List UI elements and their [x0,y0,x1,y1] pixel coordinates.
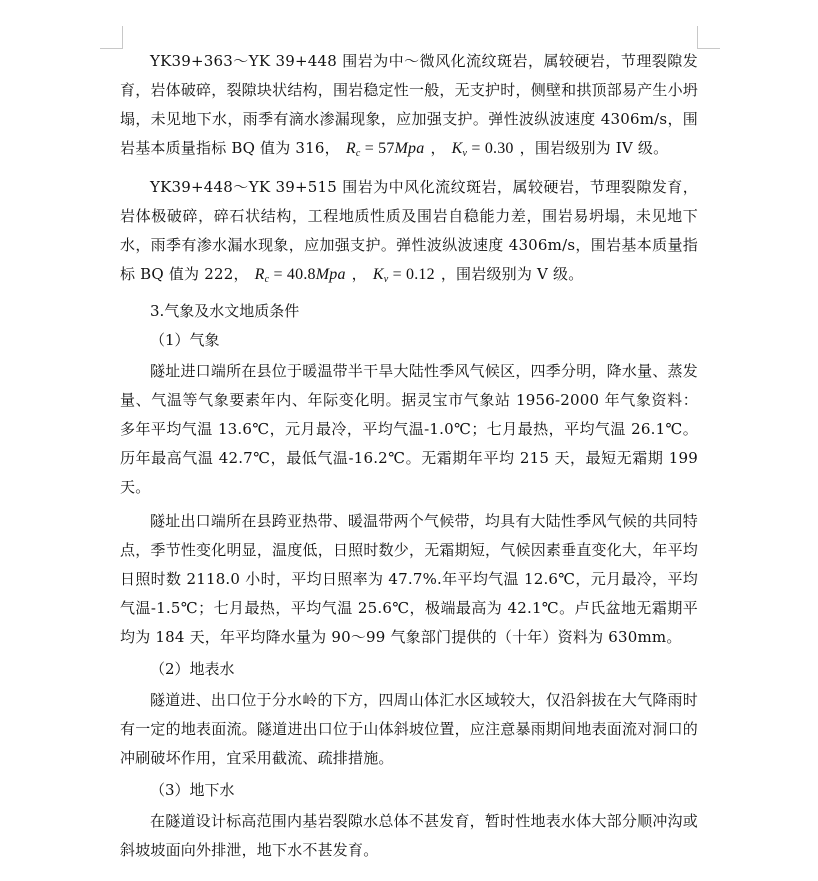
crop-mark-top-right [697,26,720,49]
paragraph-text: ，围岩级别为 V 级。 [440,265,584,283]
document-body [120,47,698,865]
paragraph-text: YK39+448～YK 39+515 围岩为中风化流纹斑岩，属较硬岩，节理裂隙发育，岩体极破碎，碎石状结构，工程地质性质及围岩自稳能力差，围岩易坍塌，未见地下水，雨季有渗水漏水现象，应加强支护。弹性波纵波速度 4306m/s，围岩基本质量指标 BQ 值为 222， [120,178,698,283]
paragraph-text: YK39+363～YK 39+448 围岩为中～微风化流纹斑岩，属较硬岩，节理裂隙发育，岩体破碎，裂隙块状结构，围岩稳定性一般，无支护时，侧壁和拱顶部易产生小坍塌，未见地下水，雨季有滴水渗漏现象，应加强支护。弹性波纵波速度 4306m/s，围岩基本质量指标 BQ 值为 316， [120,52,698,157]
formula-rc: $R_c = 40.8Mpa$ [254,266,346,285]
subsection-heading-surface-water: （2）地表水 [150,660,235,678]
paragraph-rock-yk39-448: YK39+448～YK 39+515 围岩为中风化流纹斑岩，属较硬岩，节理裂隙发育，岩体极破碎，碎石状结构，工程地质性质及围岩自稳能力差，围岩易坍塌，未见地下水，雨季有渗水漏水现象，应加强支护。弹性波纵波速度 4306m/s，围岩基本质量指标 BQ 值为 222， $R_c = 40.8Mpa$ ， $K_v = 0.12$ ，围岩级别为 V 级。 [120,178,698,285]
paragraph-text: ，围岩级别为 IV 级。 [519,139,669,157]
formula-kv: $K_v = 0.30$ [451,140,514,159]
subsection-heading-climate: （1）气象 [150,331,220,349]
subsection-heading-groundwater: （3）地下水 [150,781,235,799]
crop-mark-top-left [100,26,123,49]
paragraph-groundwater: 在隧道设计标高范围内基岩裂隙水总体不甚发育，暂时性地表水体大部分顺冲沟或斜坡坡面向外排泄，地下水不甚发育。 [120,812,698,859]
paragraph-climate-exit: 隧址出口端所在县跨亚热带、暖温带两个气候带，均具有大陆性季风气候的共同特点，季节性变化明显，温度低，日照时数少，无霜期短，气候因素垂直变化大，年平均日照时数 2118.0 小时，平均日照率为 47.7%.年平均气温 12.6℃，元月最冷，平均气温-1.5℃；七月最热，平均气温 25.6℃，极端最高为 42.1℃。卢氏盆地无霜期平均为 184 天，年平均降水量为 90～99 气象部门提供的（十年）资料为 630mm。 [120,512,698,646]
formula-rc: $R_c = 57Mpa$ [345,140,425,159]
formula-kv: $K_v = 0.12$ [372,266,435,285]
section-heading: 3.气象及水文地质条件 [150,302,300,320]
paragraph-surface-water: 隧道进、出口位于分水岭的下方，四周山体汇水区域较大，仅沿斜拔在大气降雨时有一定的地表面流。隧道进出口位于山体斜坡位置，应注意暴雨期间地表面流对洞口的冲刷破坏作用，宜采用截流、疏排措施。 [120,691,698,767]
paragraph-climate-entrance: 隧址进口端所在县位于暖温带半干旱大陆性季风气候区，四季分明，降水量、蒸发量、气温等气象要素年内、年际变化明。据灵宝市气象站 1956-2000 年气象资料：多年平均气温 13.6℃，元月最冷，平均气温-1.0℃；七月最热，平均气温 26.1℃。历年最高气温 42.7℃，最低气温-16.2℃。无霜期年平均 215 天，最短无霜期 199 天。 [120,362,698,496]
paragraph-rock-yk39-363: YK39+363～YK 39+448 围岩为中～微风化流纹斑岩，属较硬岩，节理裂隙发育，岩体破碎，裂隙块状结构，围岩稳定性一般，无支护时，侧壁和拱顶部易产生小坍塌，未见地下水，雨季有滴水渗漏现象，应加强支护。弹性波纵波速度 4306m/s，围岩基本质量指标 BQ 值为 316， $R_c = 57Mpa$ ， $K_v = 0.30$ ，围岩级别为 IV 级。 [120,52,698,159]
